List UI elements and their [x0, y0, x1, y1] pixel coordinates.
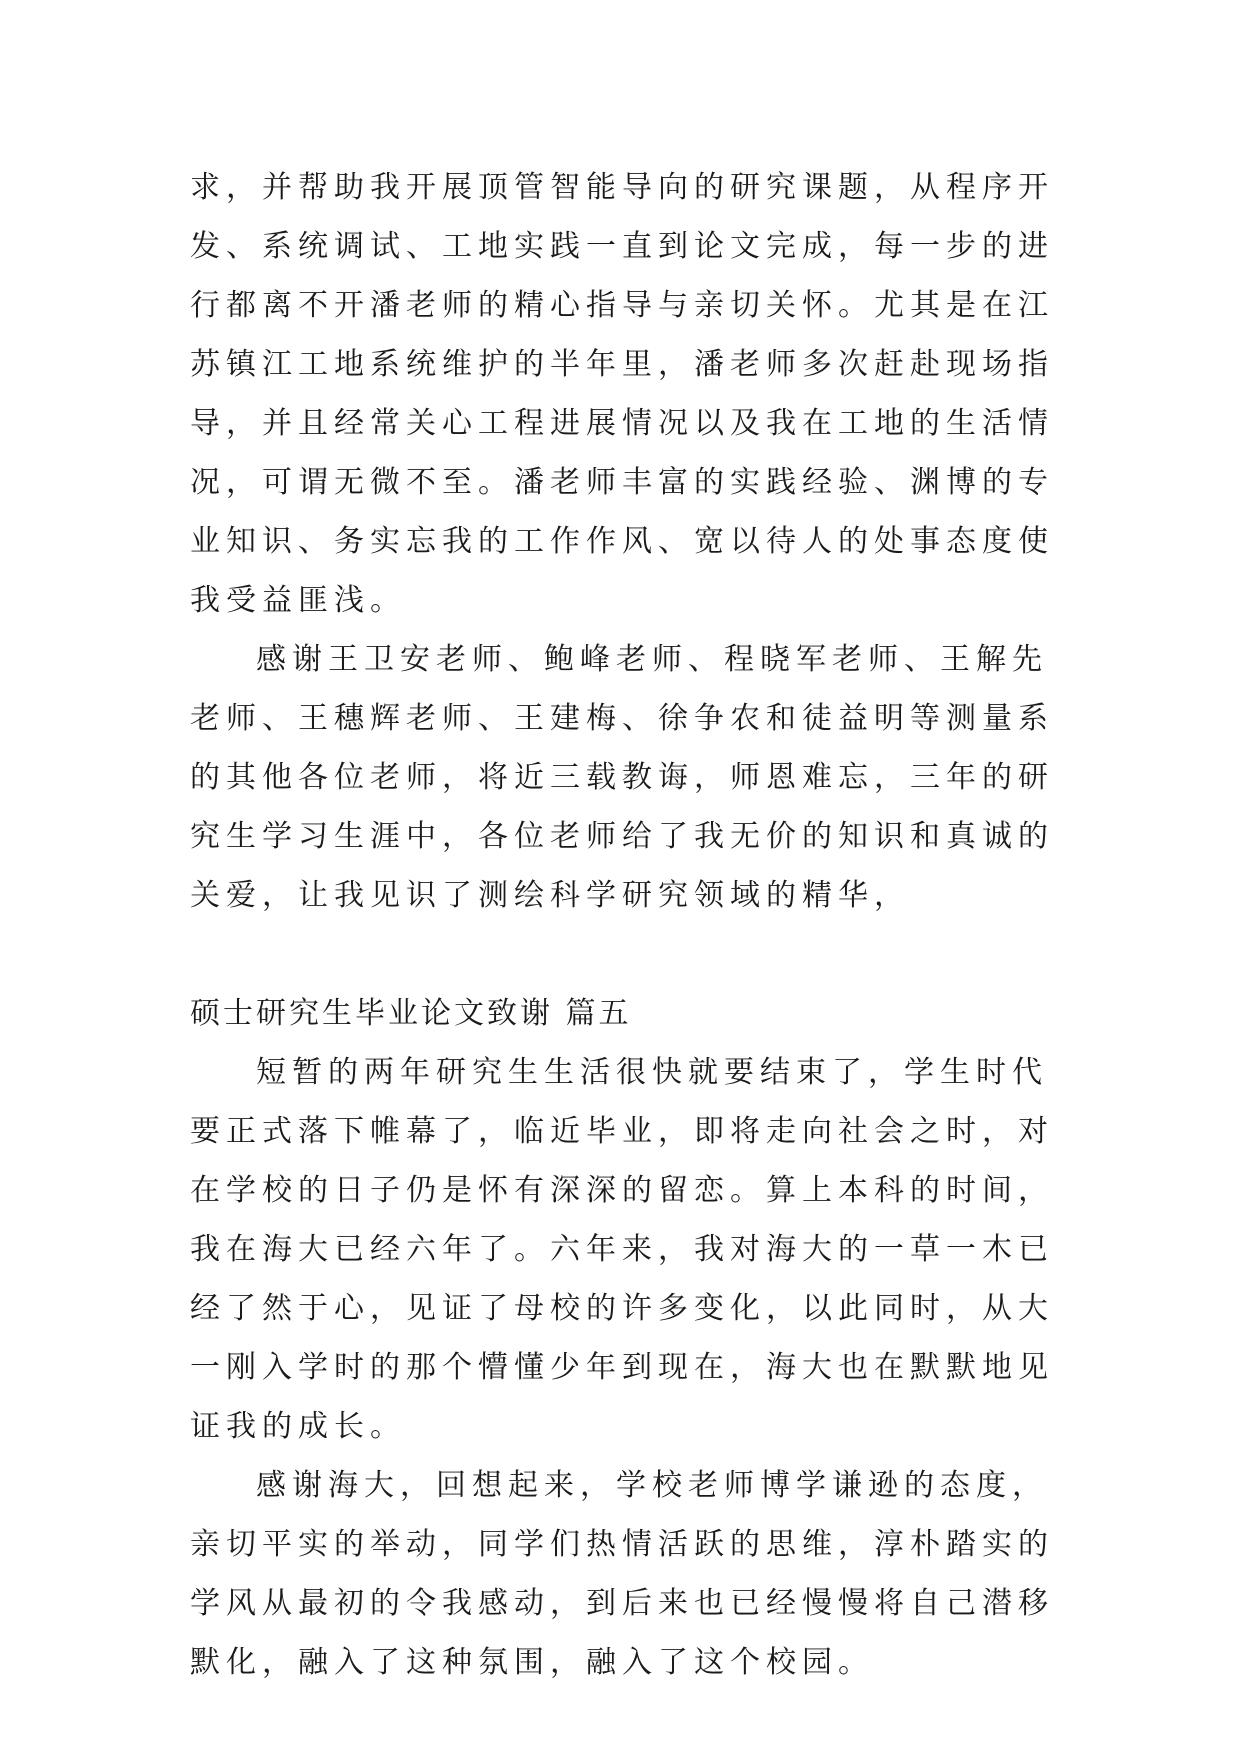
section-heading: 硕士研究生毕业论文致谢 篇五	[190, 996, 632, 1031]
paragraph-continuation: 求，并帮助我开展顶管智能导向的研究课题，从程序开发、系统调试、工地实践一直到论文完成，每一步的进行都离不开潘老师的精心指导与亲切关怀。尤其是在江苏镇江工地系统维护的半年里，潘老师多次赶赴现场指导，并且经常关心工程进展情况以及我在工地的生活情况，可谓无微不至。潘老师丰富的实践经验、渊博的专业知识、务实忘我的工作作风、宽以待人的处事态度使我受益匪浅。	[190, 170, 1054, 618]
document-body	[190, 158, 1060, 1692]
paragraph-university-thanks: 感谢海大，回想起来，学校老师博学谦逊的态度，亲切平实的举动，同学们热情活跃的思维，淳朴踏实的学风从最初的令我感动，到后来也已经慢慢将自己潜移默化，融入了这种氛围，融入了这个校园。	[190, 1468, 1054, 1680]
paragraph-teachers-thanks: 感谢王卫安老师、鲍峰老师、程晓军老师、王解先老师、王穗辉老师、王建梅、徐争农和徒益明等测量系的其他各位老师，将近三载教诲，师恩难忘，三年的研究生学习生涯中，各位老师给了我无价的知识和真诚的关爱，让我见识了测绘科学研究领域的精华，	[190, 642, 1054, 913]
section-spacer	[190, 925, 1060, 984]
paragraph-graduation: 短暂的两年研究生生活很快就要结束了，学生时代要正式落下帷幕了，临近毕业，即将走向社会之时，对在学校的日子仍是怀有深深的留恋。算上本科的时间，我在海大已经六年了。六年来，我对海大的一草一木已经了然于心，见证了母校的许多变化，以此同时，从大一刚入学时的那个懵懂少年到现在，海大也在默默地见证我的成长。	[190, 1055, 1054, 1444]
